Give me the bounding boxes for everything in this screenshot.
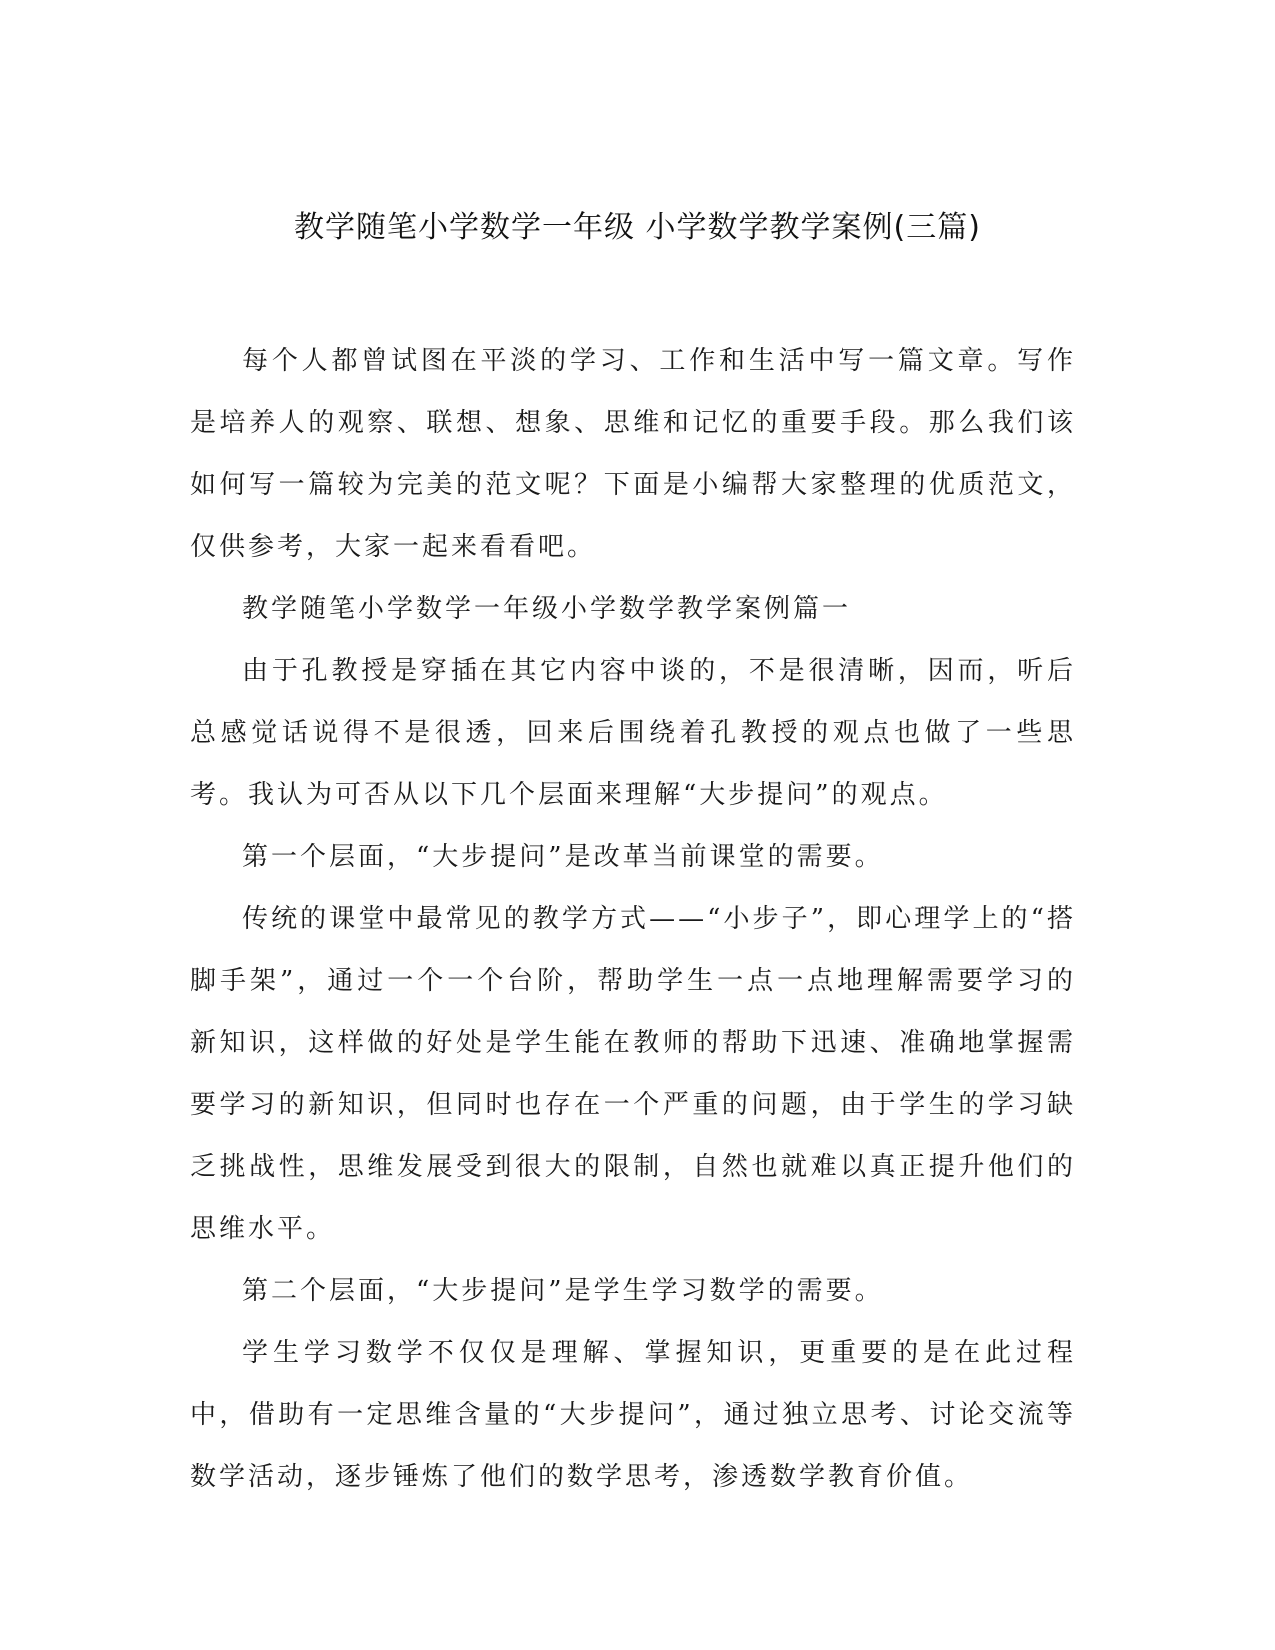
document-title: 教学随笔小学数学一年级 小学数学教学案例(三篇) <box>294 210 981 245</box>
body-paragraph: 传统的课堂中最常见的教学方式——“小步子”，即心理学上的“搭脚手架”，通过一个一个台阶，帮助学生一点一点地理解需要学习的新知识，这样做的好处是学生能在教师的帮助下迅速、准确地掌握需要学习的新知识，但同时也存在一个严重的问题，由于学生的学习缺乏挑战性，思维发展受到很大的限制，自然也就难以真正提升他们的思维水平。 <box>190 904 1076 1244</box>
document-body <box>190 330 1076 1508</box>
level-two-heading: 第二个层面，“大步提问”是学生学习数学的需要。 <box>242 1276 884 1306</box>
section-heading: 教学随笔小学数学一年级小学数学教学案例篇一 <box>242 594 852 624</box>
body-paragraph: 学生学习数学不仅仅是理解、掌握知识，更重要的是在此过程中，借助有一定思维含量的“大步提问”，通过独立思考、讨论交流等数学活动，逐步锤炼了他们的数学思考，渗透数学教育价值。 <box>190 1338 1076 1492</box>
intro-paragraph: 每个人都曾试图在平淡的学习、工作和生活中写一篇文章。写作是培养人的观察、联想、想象、思维和记忆的重要手段。那么我们该如何写一篇较为完美的范文呢？下面是小编帮大家整理的优质范文，仅供参考，大家一起来看看吧。 <box>190 346 1076 562</box>
level-one-heading: 第一个层面，“大步提问”是改革当前课堂的需要。 <box>242 842 884 872</box>
body-paragraph: 由于孔教授是穿插在其它内容中谈的，不是很清晰，因而，听后总感觉话说得不是很透，回来后围绕着孔教授的观点也做了一些思考。我认为可否从以下几个层面来理解“大步提问”的观点。 <box>190 656 1076 810</box>
